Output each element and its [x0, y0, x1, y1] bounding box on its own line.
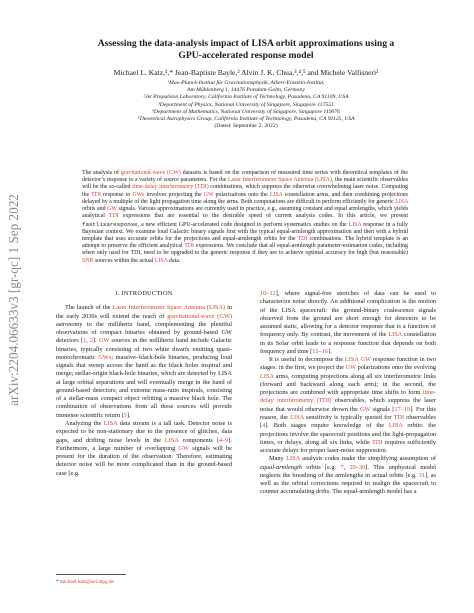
arxiv-identifier-svg [4, 150, 24, 450]
body-text-run: sources in the millihertz band include Galactic binaries, typically consisting of two white dwarfs emitting quasi-monochromatic [56, 337, 232, 361]
author-list: Michael L. Katz,¹,* Jean-Baptiste Bayle,² Alvin J. K. Chua,³,⁴,⁵ and Michele Vallisneri² [113, 68, 379, 77]
code-name: fastlisaresponse [82, 220, 138, 228]
body-text-run: in the early 2030s will extend the reach of [56, 304, 232, 320]
reference-link[interactable]: GW [178, 444, 189, 452]
footnote-rule [56, 574, 126, 575]
reference-link[interactable]: GW [345, 364, 356, 372]
reference-link[interactable]: LISA [290, 413, 304, 421]
section-heading-introduction: I. INTRODUCTION [115, 290, 173, 297]
body-text-run: constellation in its Solar orbit leads to a response function that depends on both frequency and time [ [260, 331, 436, 355]
body-text-run: constellation arms, and then combining projections delayed by a multiple of the light propagation time along the arms. Both computations are difficult to perform efficiently for generic [82, 191, 408, 205]
body-text-run: sensitivity is typically quoted for [303, 413, 394, 421]
body-text-run: polarizations onto the [213, 191, 270, 198]
body-text-run: orbits [e.g. [301, 463, 341, 471]
reference-link[interactable]: 3 [123, 411, 127, 419]
reference-link[interactable]: 20–30 [349, 463, 366, 471]
body-text-run: observables [ [260, 413, 436, 430]
body-text-run: , [343, 463, 350, 471]
reference-link[interactable]: TDI [393, 413, 405, 421]
left-column [56, 290, 232, 478]
body-text-run: ]. This unphysical model neglects the breathing of the armlengths in actual orbits [e.g. [260, 463, 436, 479]
body-text-run: astronomy to the millihertz band, complementing the plentiful observations of compact binaries obtained by ground-based GW detectors [ [56, 320, 232, 345]
footnote [56, 579, 114, 585]
reference-link[interactable]: TDI [184, 243, 195, 250]
affiliation-line: ³Department of Physics, National University of Singapore, Singapore 117551 [158, 101, 334, 108]
body-text-run: observables, which suppress the laser noise that would otherwise drown the [260, 397, 436, 413]
body-text-run: arms, computing projections along all six interferometric links (forward and backward along each arm); in the second, the projections are combined with appropriate time shifts to form [260, 372, 436, 397]
body-text-run: ], as well as the orbital corrections required to realign the spacecraft to counter accumulating drifts. The equal-armlength model has a [260, 471, 436, 496]
body-text-run: , a new efficient GPU-accelerated code designed to perform systematics studies on the [137, 221, 349, 228]
body-text-run: combinations, which suppress the otherwise overwhelming laser noise. Computing the [82, 184, 408, 198]
reference-link[interactable]: TDI [91, 191, 101, 198]
reference-link[interactable]: 2 [89, 337, 94, 345]
reference-link[interactable]: GW [359, 405, 371, 413]
body-text-run: ], where signal-free stretches of data can be used to characterize noise directly. An additional complication is the motion of the LISA spacecraft: the ground-binary coalescence signals observed from the ground are short enough for detectors to be assumed static, allowing for a detector response that is a function of frequency only. By contrast, the movement of the [260, 290, 436, 339]
body-text-run: Many [269, 455, 287, 463]
reference-link[interactable]: GW [98, 337, 110, 345]
reference-link[interactable]: Laser Interferometer Space Antenna (LISA) [112, 304, 226, 312]
body-text-run: ]. [93, 337, 99, 345]
reference-link[interactable]: LISA [103, 419, 118, 427]
affiliation-line: Am Mühlenberg 1, 14476 Potsdam-Golm, Germany [187, 87, 305, 94]
right-column [260, 290, 436, 497]
affiliation-line: ²Jet Propulsion Laboratory, California Institute of Technology, Pasadena, CA 91109, USA [143, 94, 349, 101]
abstract [82, 170, 408, 265]
left-column-body [56, 304, 232, 478]
reference-link[interactable]: GW [107, 206, 117, 213]
reference-link[interactable]: LISA [344, 356, 359, 364]
reference-link[interactable]: LISA [388, 331, 402, 339]
reference-link[interactable]: LISA [260, 372, 274, 380]
reference-link[interactable]: 4–9 [218, 436, 229, 444]
body-text-run: ]. For this reason, the [260, 405, 436, 421]
body-text-run: , [86, 337, 90, 345]
reference-link[interactable]: gravitational-wave (GW) [167, 312, 232, 320]
reference-link[interactable]: 1 [82, 337, 87, 345]
reference-link[interactable]: GWs [98, 353, 112, 361]
affiliations [56, 80, 436, 130]
body-text-run: datasets is based on the comparison of measured time series with theoretical templates of the detector’s response to a variety of source parameters. For the [82, 170, 408, 184]
body-text-run: response function in two stages: in the first, we project the [260, 356, 436, 372]
body-text-run: ]. Furthermore, a large number of overlapping [56, 436, 232, 452]
body-text-run: signals will be present for the duration of the observation. Therefore, estimating detector noise will be more complicated than in the ground-based case [e.g. [56, 444, 232, 477]
body-text-run: requires sufficiently accurate delays for proper laser-noise suppression. [260, 438, 436, 455]
body-text-run: ; massive–black-hole binaries, producing loud signals that sweep across the band as the black holes inspiral and merge; stellar-origin black-hole binaries, which are detected by LISA at large orbital separations and will eventually merge in the band of ground-based detectors; and extreme mass-ratio inspirals, consisting of a stellar-mass compact object orbiting a massive black hole. The combination of observations from all these sources will provide immense scientific return [ [56, 353, 233, 419]
footnote-mark: * [56, 579, 60, 585]
reference-link[interactable]: 17–19 [394, 405, 411, 413]
affiliation-line: ⁴Department of Mathematics, National University of Singapore, Singapore 119076 [151, 108, 341, 115]
reference-link[interactable]: Laser Interferometer Space Antenna (LISA) [227, 177, 332, 184]
body-text-run: analysis codes make the simplifying assumption of [299, 455, 436, 463]
body-text-run: expressions that are essential to the desirable speed of current analysis codes. In this article, we present [118, 213, 409, 220]
reference-link[interactable]: LISA [154, 257, 168, 264]
body-text-run: ]. [328, 347, 332, 355]
body-paragraph [56, 420, 232, 478]
body-text-run: components [ [178, 436, 219, 444]
body-text-run: involves projecting the [144, 191, 204, 198]
body-text-run: The launch of the [65, 304, 113, 312]
reference-link[interactable]: LISA [269, 191, 283, 198]
body-text-run: polarizations onto the evolving [355, 364, 436, 372]
body-text-run: , the main scientific observables will be the so-called [82, 177, 408, 191]
reference-link[interactable]: 31 [418, 471, 426, 479]
body-text-run: ]. Both stages require knowledge of the [265, 422, 389, 430]
body-text-run: sources within the actual [93, 257, 155, 264]
reference-link[interactable]: LISA [286, 455, 300, 463]
footnote-email-link[interactable]: michael.katz@aei.mpg.de [59, 579, 114, 585]
affiliation-line: ⁵Theoretical Astrophysics Group, California Institute of Technology, Pasadena, CA 91125, USA [137, 116, 355, 123]
reference-link[interactable]: time-delay interferometry (TDI) [132, 184, 209, 191]
body-text-run: data. [167, 257, 181, 264]
reference-link[interactable]: GWs [132, 191, 145, 198]
body-paragraph [260, 290, 436, 356]
body-text-run: response to [100, 191, 133, 198]
reference-link[interactable]: 7 [340, 463, 344, 471]
body-text-run: orbits and [82, 206, 108, 213]
date-line: (Dated: September 2, 2022) [214, 123, 278, 130]
reference-link[interactable]: GW [203, 191, 214, 198]
body-paragraph [56, 304, 232, 420]
reference-link[interactable]: LISA [348, 221, 362, 228]
reference-link[interactable]: TDI [108, 213, 119, 220]
body-text-run: signals. Various approximations are currently used in practice, e.g., assuming constant and equal armlengths, which yields analytical [82, 206, 408, 220]
reference-link[interactable]: time-delay interferometry (TDI) [260, 389, 436, 405]
body-text-run: signals [ [370, 405, 395, 413]
arxiv-identifier-text: arXiv:2204.06633v3 [gr-qc] 1 Sep 2022 [6, 194, 21, 406]
reference-link[interactable]: SNR [82, 257, 94, 264]
reference-link[interactable]: 4 [262, 422, 266, 430]
body-text-run: The analysis of [82, 170, 121, 176]
body-text-run: It is useful to decompose the [269, 356, 345, 364]
title-line-1: Assessing the data-analysis impact of LISA orbit approximations using a [97, 38, 395, 49]
body-paragraph [260, 356, 436, 455]
title-line-2: GPU-accelerated response model [178, 49, 314, 61]
paper-title [56, 38, 436, 61]
arxiv-identifier-stamp [4, 150, 24, 450]
body-text-run: response in a fully Bayesian context. We examine loud Galactic binary signals first with the typical equal-armlength approximation and then with a hybrid template that uses accurate orbits for the projections and equal-armlength orbits for the [82, 221, 408, 242]
reference-link[interactable]: LISA [395, 198, 408, 205]
affiliation-line: ¹Max-Planck-Institut für Gravitationsphysik, Albert-Einstein-Institut, [167, 80, 325, 86]
reference-link[interactable]: TDI [297, 235, 308, 242]
paper-page [56, 0, 436, 613]
reference-link[interactable]: GW [360, 356, 371, 364]
reference-link[interactable]: 13–16 [312, 347, 329, 355]
body-text-run: orbits: the projections involve the spacecraft positions and the light-propagation times, or delays, along all six links, while [260, 422, 436, 446]
reference-link[interactable]: 10–12 [260, 290, 276, 297]
body-text-run: Analyzing the [65, 419, 104, 427]
body-text-run: combinations. The hybrid template is an attempt to preserve the efficient analytical [82, 235, 408, 250]
body-text-run: data stream is a tall task. Detector noise is expected to be non-stationary due to the presence of glitches, data gaps, and drifting noise levels in the [56, 419, 232, 444]
emphasis-text: equal-armlength [260, 463, 302, 471]
reference-link[interactable]: LISA [164, 436, 179, 444]
reference-link[interactable]: LISA [388, 422, 403, 430]
reference-link[interactable]: TDI [372, 438, 383, 446]
right-column-body [260, 290, 436, 497]
body-text-run: ]. [126, 411, 131, 419]
body-text-run: expressions. We conclude that all equal-armlength parameter-estimation codes, including when only used for TDI, need to be upgraded to the generic response if they are to achieve optimal accuracy for high (but reasonable) [82, 243, 408, 257]
body-paragraph [260, 455, 436, 496]
reference-link[interactable]: gravitational-wave (GW) [120, 170, 181, 176]
